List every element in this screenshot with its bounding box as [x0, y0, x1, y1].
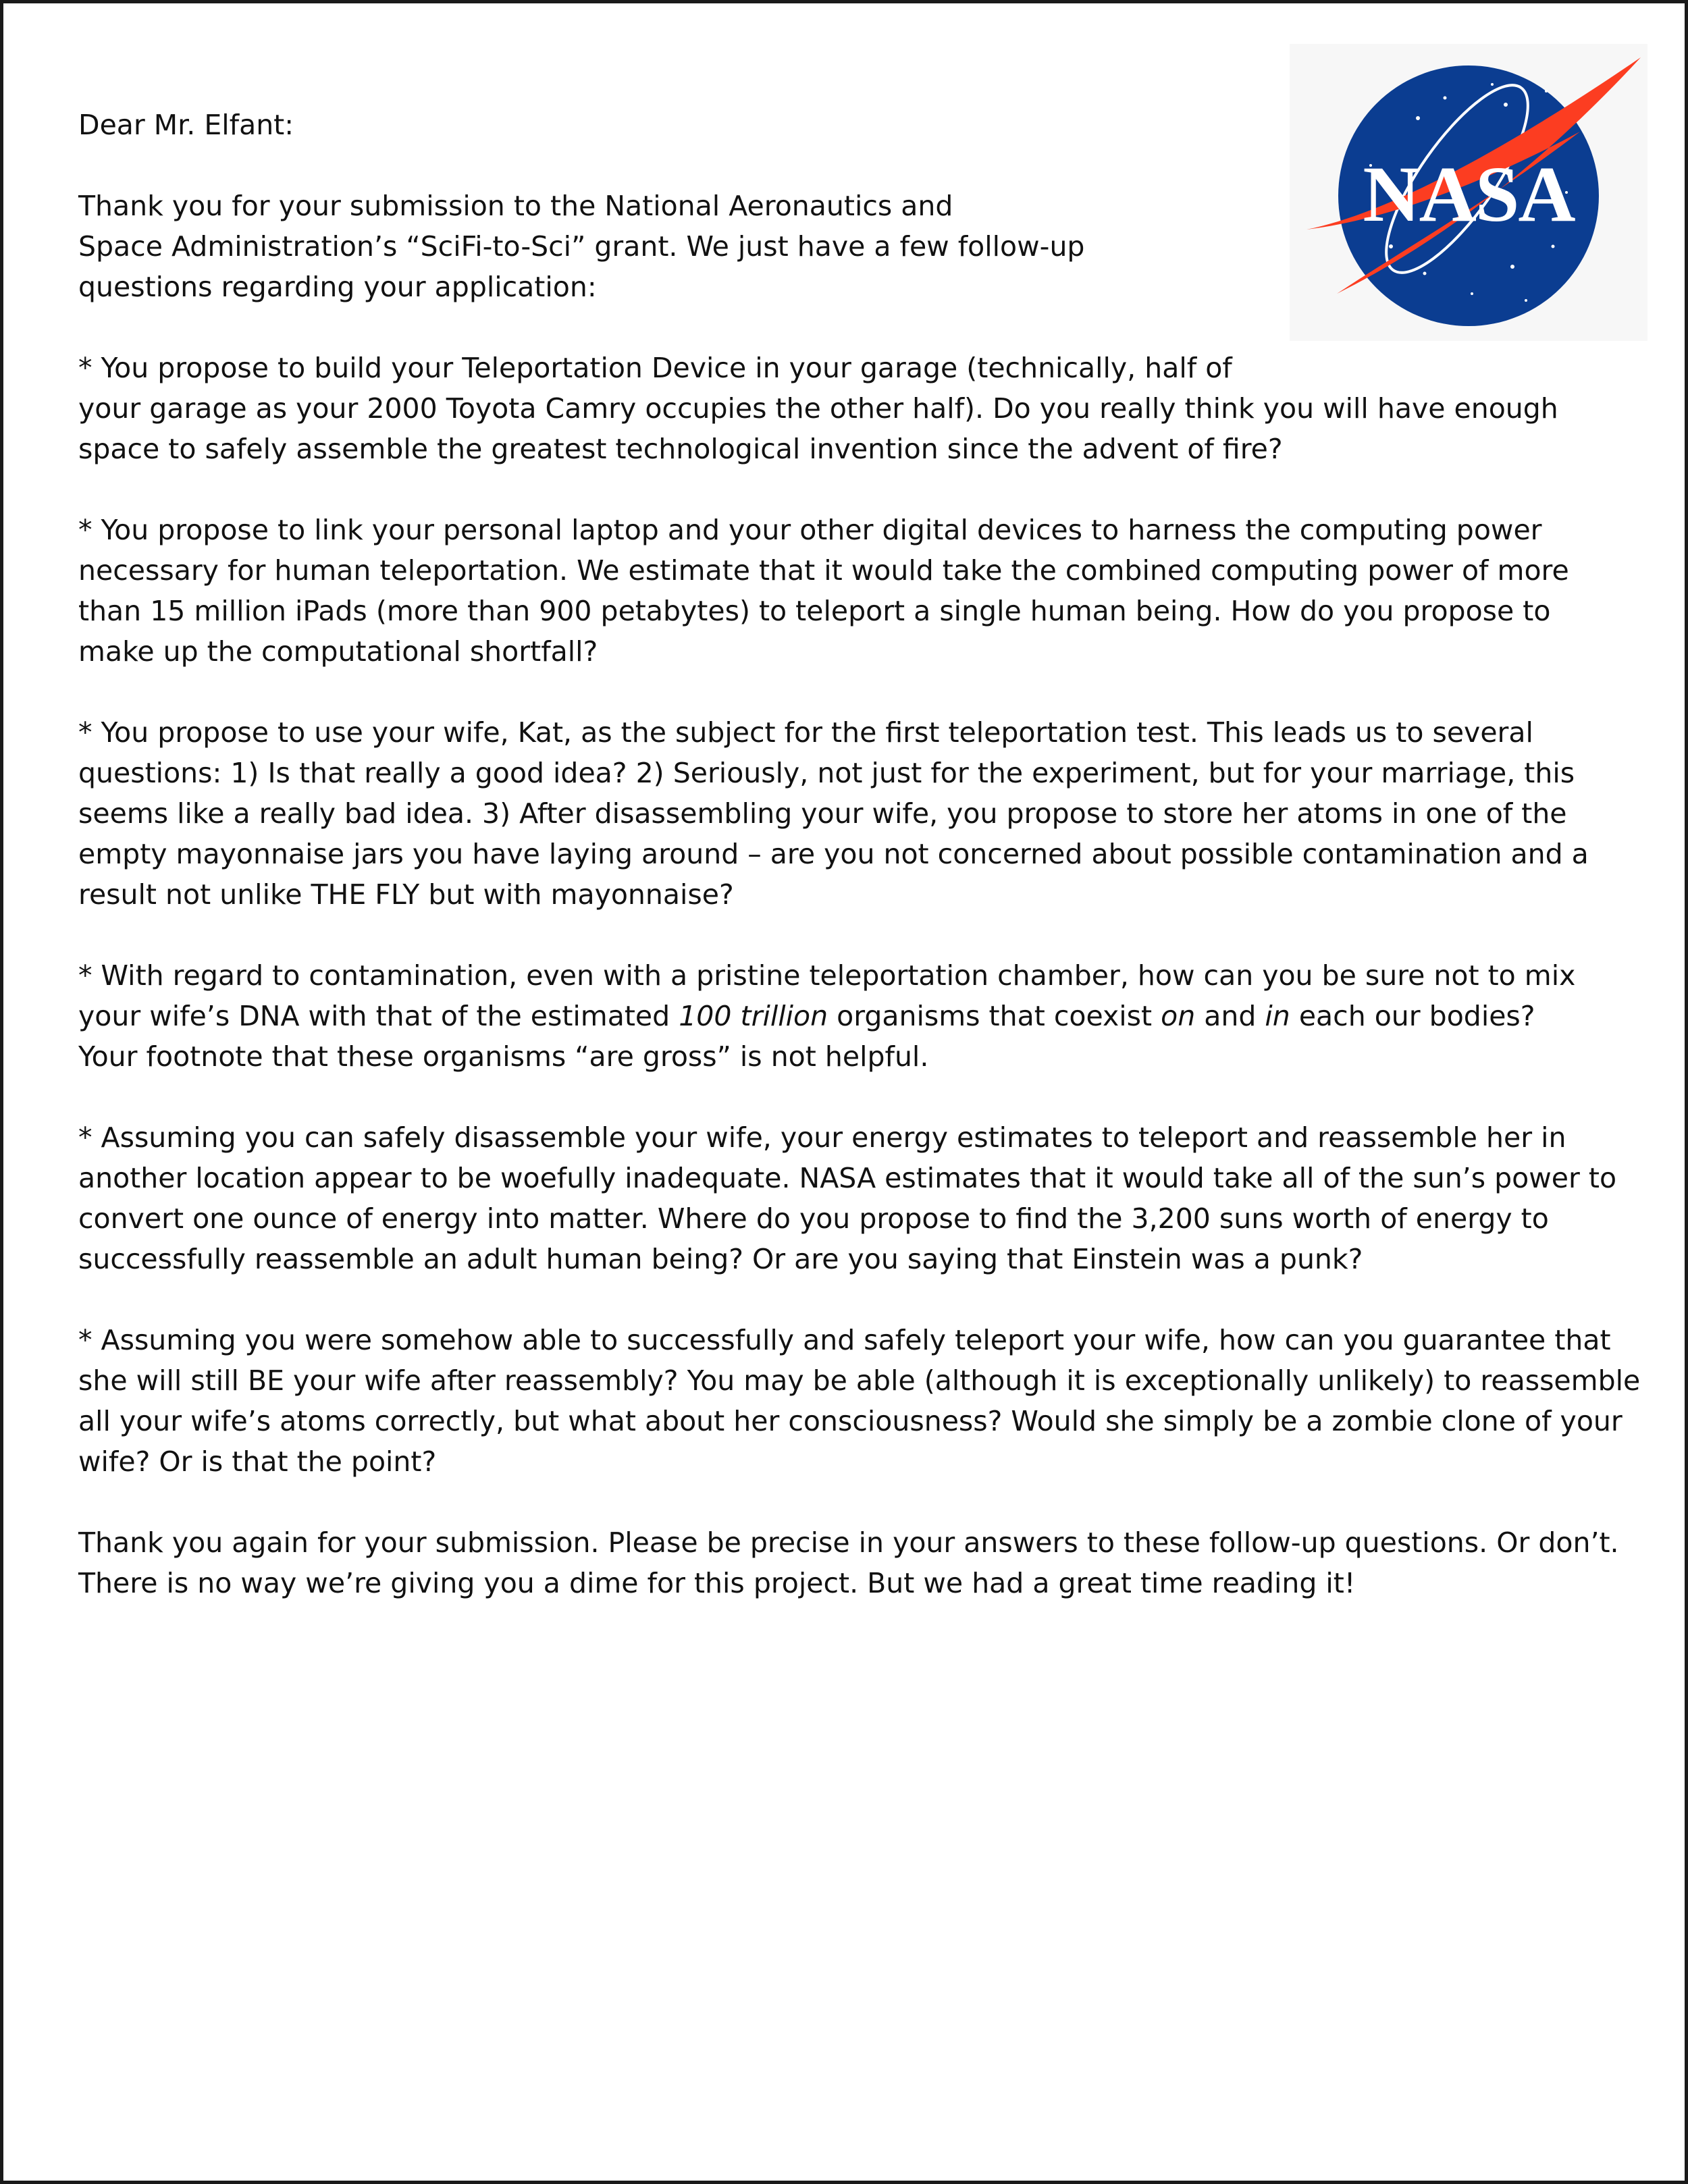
question-line: * You propose to link your personal laptop and your other digital devices to harness the computing power: [78, 514, 1542, 546]
question-line: make up the computational shortfall?: [78, 635, 598, 668]
closing-line: There is no way we’re giving you a dime for this project. But we had a great time reading it!: [78, 1567, 1356, 1599]
question-line: all your wife’s atoms correctly, but what about her consciousness? Would she simply be a zombie clone of your: [78, 1405, 1623, 1437]
question-consciousness: [78, 1320, 1641, 1482]
emphasis-text: on: [1161, 1000, 1196, 1032]
question-line: than 15 million iPads (more than 900 petabytes) to teleport a single human being. How do you propose to: [78, 595, 1551, 627]
question-wife-test: [78, 712, 1625, 915]
question-line: * With regard to contamination, even with a pristine teleportation chamber, how can you be sure not to mix: [78, 959, 1576, 992]
question-line: * Assuming you can safely disassemble your wife, your energy estimates to teleport and reassemble her in: [78, 1121, 1566, 1154]
paragraph-gap: [78, 672, 1625, 712]
paragraph-gap: [78, 1279, 1625, 1320]
question-line: another location appear to be woefully inadequate. NASA estimates that it would take all of the sun’s power to: [78, 1162, 1617, 1194]
question-line: questions: 1) Is that really a good idea? 2) Seriously, not just for the experiment, but for your marriage, this: [78, 757, 1575, 789]
salutation: Dear Mr. Elfant:: [78, 109, 294, 141]
intro-line: Space Administration’s “SciFi-to-Sci” grant. We just have a few follow-up: [78, 230, 1085, 263]
question-line: convert one ounce of energy into matter. Where do you propose to find the 3,200 suns worth of energy to: [78, 1202, 1549, 1235]
closing-paragraph: [78, 1522, 1625, 1603]
question-line: result not unlike THE FLY but with mayonnaise?: [78, 878, 734, 911]
text-run: organisms that coexist: [828, 1000, 1161, 1032]
question-line: * Assuming you were somehow able to successfully and safely teleport your wife, how can you guarantee that: [78, 1324, 1611, 1356]
text-run: each our bodies?: [1290, 1000, 1535, 1032]
paragraph-gap: [78, 1077, 1625, 1117]
question-line: your garage as your 2000 Toyota Camry occupies the other half). Do you really think you will have enough: [78, 392, 1558, 425]
question-garage: [78, 348, 1625, 469]
paragraph-gap: [78, 307, 1625, 348]
intro-line: Thank you for your submission to the National Aeronautics and: [78, 190, 953, 222]
closing-line: Thank you again for your submission. Please be precise in your answers to these follow-up questions. Or don’t.: [78, 1526, 1619, 1559]
question-line: she will still BE your wife after reassembly? You may be able (although it is exceptionally unlikely) to reassemble: [78, 1364, 1641, 1397]
question-line: [78, 996, 1625, 1036]
question-line: necessary for human teleportation. We estimate that it would take the combined computing power of more: [78, 554, 1569, 587]
question-line: successfully reassemble an adult human being? Or are you saying that Einstein was a punk?: [78, 1243, 1363, 1275]
text-run: your wife’s DNA with that of the estimated: [78, 1000, 679, 1032]
svg-text:NASA: NASA: [1363, 150, 1575, 238]
emphasis-text: in: [1265, 1000, 1290, 1032]
intro-line: questions regarding your application:: [78, 271, 597, 303]
text-run: and: [1195, 1000, 1265, 1032]
question-line: Your footnote that these organisms “are gross” is not helpful.: [78, 1040, 929, 1073]
paragraph-gap: [78, 1482, 1625, 1522]
intro-paragraph: [78, 186, 1625, 307]
question-line: * You propose to build your Teleportation Device in your garage (technically, half of: [78, 352, 1232, 384]
letter-body: [78, 105, 1641, 1603]
question-line: space to safely assemble the greatest technological invention since the advent of fire?: [78, 433, 1283, 465]
paragraph-gap: [78, 915, 1625, 955]
question-contamination: [78, 955, 1625, 1077]
question-line: seems like a really bad idea. 3) After disassembling your wife, you propose to store her atoms in one of the: [78, 797, 1567, 830]
paragraph-gap: [78, 469, 1625, 510]
question-line: * You propose to use your wife, Kat, as the subject for the first teleportation test. This leads us to several: [78, 716, 1533, 749]
question-line: wife? Or is that the point?: [78, 1445, 437, 1478]
emphasis-text: 100 trillion: [679, 1000, 828, 1032]
question-energy: [78, 1117, 1625, 1279]
question-computing: [78, 510, 1625, 672]
question-line: empty mayonnaise jars you have laying around – are you not concerned about possible contamination and a: [78, 838, 1589, 870]
